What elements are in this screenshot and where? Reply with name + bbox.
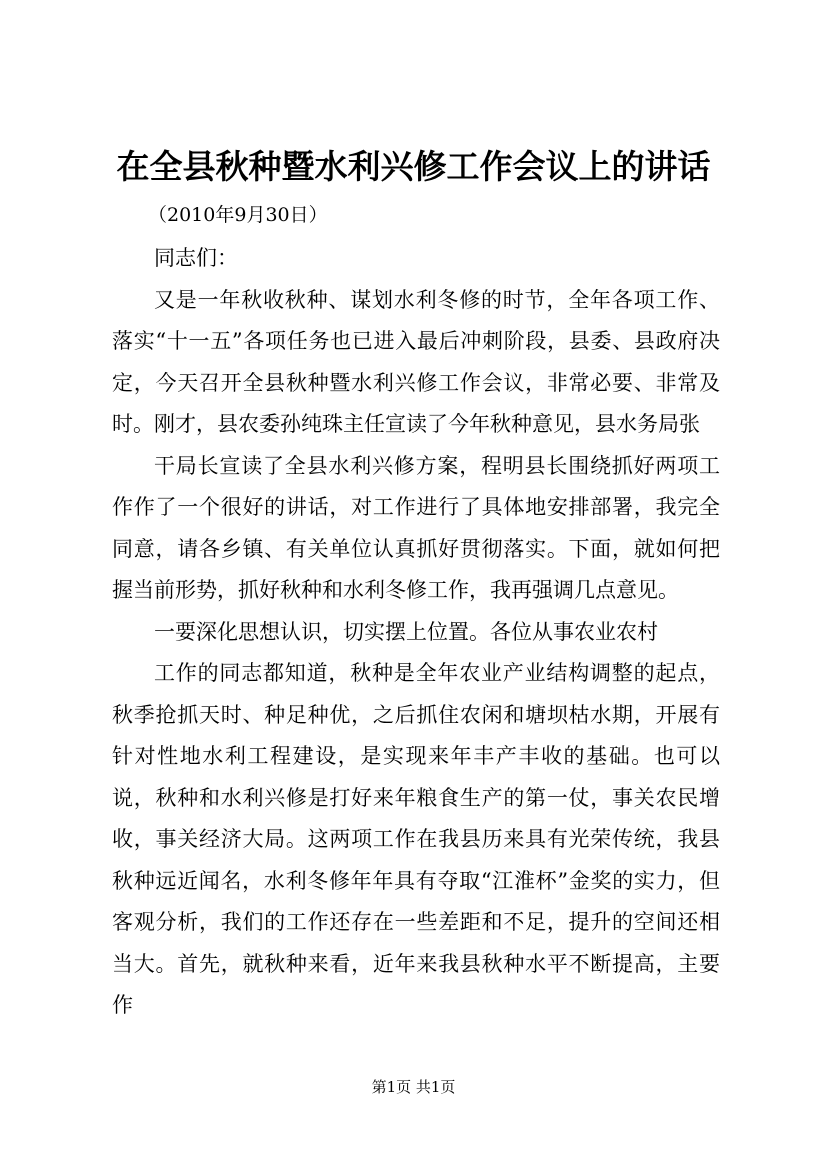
document-body xyxy=(112,238,720,1027)
body-paragraph: 工作的同志都知道，秋种是全年农业产业结构调整的起点，秋季抢抓天时、种足种优，之后抓住农闲和塘坝枯水期，开展有针对性地水利工程建设，是实现来年丰产丰收的基础。也可以说，秋种和水利兴修是打好来年粮食生产的第一仗，事关农民增收，事关经济大局。这两项工作在我县历来具有光荣传统，我县秋种远近闻名，水利冬修年年具有夺取“江淮杯”金奖的实力，但客观分析，我们的工作还存在一些差距和不足，提升的空间还相当大。首先，就秋种来看，近年来我县秋种水平不断提高，主要作 xyxy=(112,661,720,1017)
speech-date: （2010年9月30日） xyxy=(148,204,328,226)
body-paragraph: 又是一年秋收秋种、谋划水利冬修的时节，全年各项工作、落实“十一五”各项任务也已进入最后冲刺阶段，县委、县政府决定，今天召开全县秋种暨水利兴修工作会议，非常必要、非常及时。刚才，县农委孙纯珠主任宣读了今年秋种意见，县水务局张 xyxy=(112,287,720,436)
page-number-footer: 第1页 共1页 xyxy=(371,1078,456,1096)
body-paragraph: 干局长宣读了全县水利兴修方案，程明县长围绕抓好两项工作作了一个很好的讲话，对工作进行了具体地安排部署，我完全同意，请各乡镇、有关单位认真抓好贯彻落实。下面，就如何把握当前形势，抓好秋种和水利冬修工作，我再强调几点意见。 xyxy=(112,453,720,602)
section-heading: 一要深化思想认识，切实摆上位置。各位从事农业农村 xyxy=(154,619,658,644)
document-title: 在全县秋种暨水利兴修工作会议上的讲话 xyxy=(116,147,711,186)
salutation: 同志们： xyxy=(154,246,238,270)
